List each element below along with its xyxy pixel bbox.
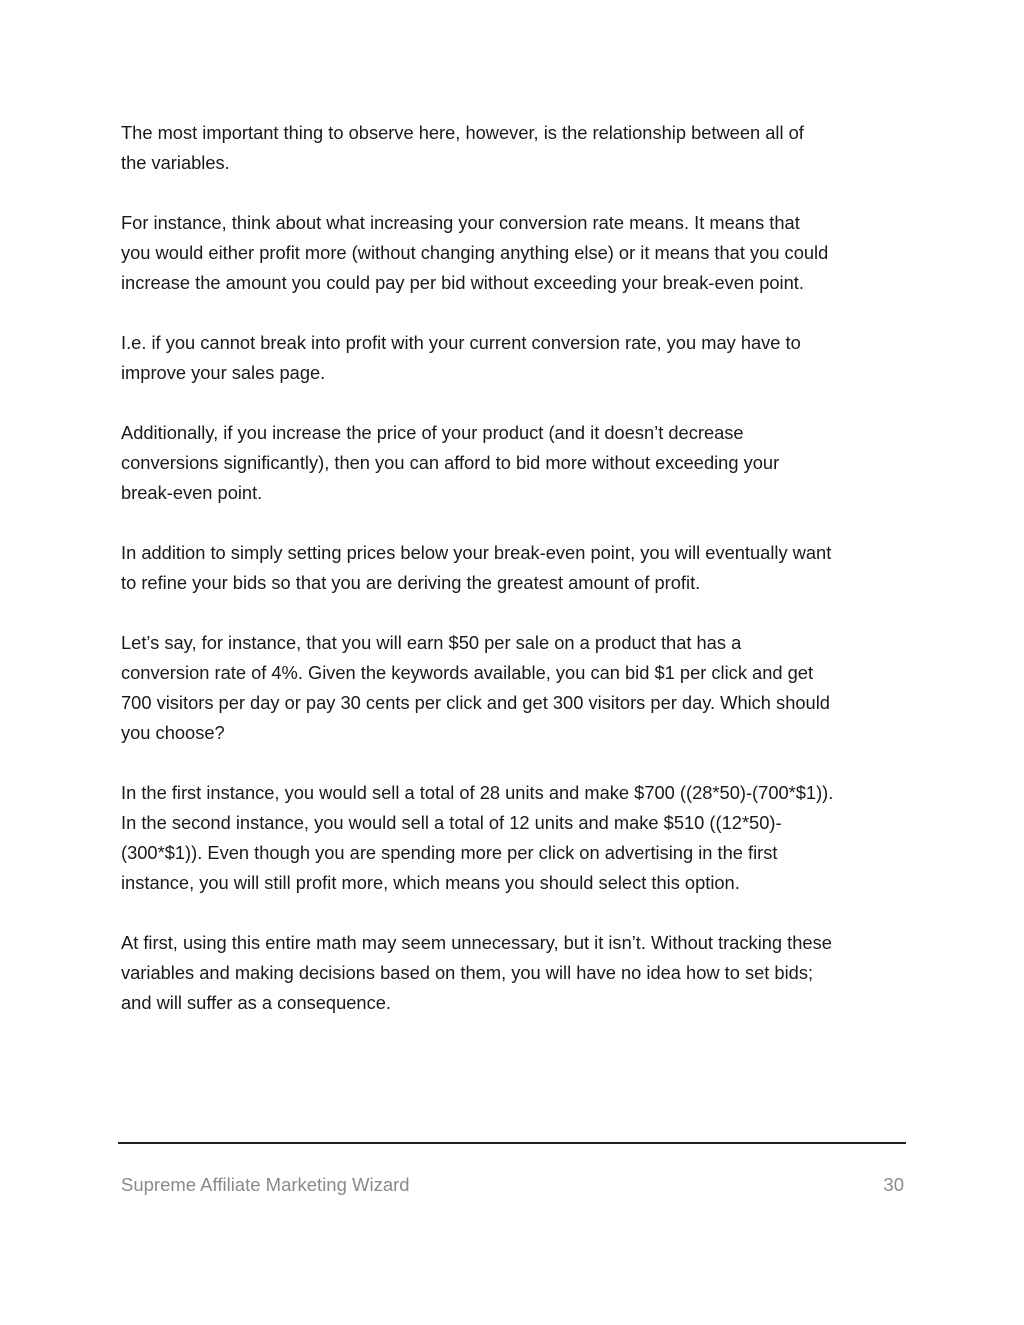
text-line: I.e. if you cannot break into profit with your current conversion rate, you may have to [121, 332, 801, 353]
page-footer [121, 1174, 904, 1200]
text-line: to refine your bids so that you are deriving the greatest amount of profit. [121, 572, 701, 593]
text-line: The most important thing to observe here, however, is the relationship between all of [121, 122, 804, 143]
text-line: the variables. [121, 152, 230, 173]
text-line: increase the amount you could pay per bid without exceeding your break-even point. [121, 272, 804, 293]
paragraph-5 [121, 538, 911, 598]
text-line: you would either profit more (without changing anything else) or it means that you could [121, 242, 829, 263]
text-line: 700 visitors per day or pay 30 cents per click and get 300 visitors per day. Which should [121, 692, 830, 713]
text-line: instance, you will still profit more, which means you should select this option. [121, 872, 740, 893]
paragraph-8 [121, 928, 911, 1018]
text-line: In the first instance, you would sell a total of 28 units and make $700 ((28*50)-(700*$1)). [121, 782, 834, 803]
text-line: conversion rate of 4%. Given the keywords available, you can bid $1 per click and get [121, 662, 814, 683]
text-line: (300*$1)). Even though you are spending more per click on advertising in the first [121, 842, 778, 863]
text-line: improve your sales page. [121, 362, 326, 383]
footer-title: Supreme Affiliate Marketing Wizard [121, 1174, 410, 1195]
text-line: In addition to simply setting prices below your break-even point, you will eventually want [121, 542, 832, 563]
text-line: In the second instance, you would sell a total of 12 units and make $510 ((12*50)- [121, 812, 782, 833]
paragraph-3 [121, 328, 911, 388]
footer-divider [118, 1142, 906, 1144]
paragraph-1 [121, 118, 911, 178]
paragraph-2 [121, 208, 911, 298]
text-line: you choose? [121, 722, 225, 743]
text-line: conversions significantly), then you can afford to bid more without exceeding your [121, 452, 780, 473]
text-line: For instance, think about what increasing your conversion rate means. It means that [121, 212, 800, 233]
page-number: 30 [883, 1174, 904, 1195]
text-line: Additionally, if you increase the price of your product (and it doesn’t decrease [121, 422, 744, 443]
text-line: and will suffer as a consequence. [121, 992, 391, 1013]
text-line: At first, using this entire math may seem unnecessary, but it isn’t. Without tracking these [121, 932, 832, 953]
body-text [121, 118, 911, 1048]
text-line: Let’s say, for instance, that you will earn $50 per sale on a product that has a [121, 632, 742, 653]
paragraph-7 [121, 778, 911, 898]
paragraph-6 [121, 628, 911, 748]
paragraph-4 [121, 418, 911, 508]
text-line: break-even point. [121, 482, 263, 503]
text-line: variables and making decisions based on them, you will have no idea how to set bids; [121, 962, 814, 983]
